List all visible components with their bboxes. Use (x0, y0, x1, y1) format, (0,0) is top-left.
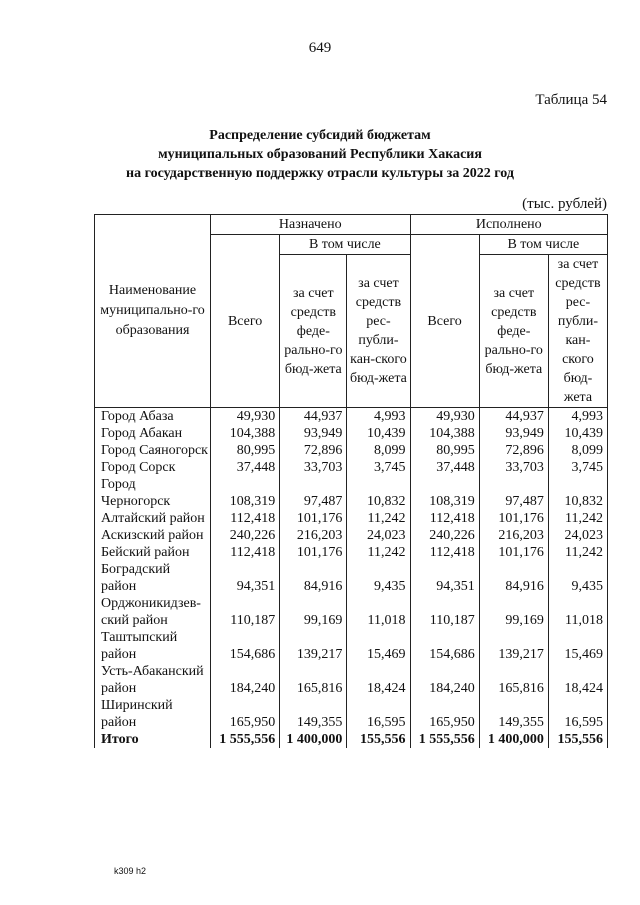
cell-a-total: 49,930 (211, 408, 280, 426)
cell-e-fed: 97,487 (479, 476, 548, 510)
cell-a-fed: 33,703 (280, 459, 347, 476)
cell-e-rep: 9,435 (548, 561, 607, 595)
cell-e-rep: 18,424 (548, 663, 607, 697)
table-row (95, 629, 608, 663)
cell-a-fed: 165,816 (280, 663, 347, 697)
header-executed-total: Всего (410, 235, 479, 408)
header-name-column: Наименование муниципально-го образования (95, 215, 211, 408)
cell-e-rep: 8,099 (548, 442, 607, 459)
subsidy-table (94, 214, 608, 748)
cell-a-total: 94,351 (211, 561, 280, 595)
cell-a-fed: 1 400,000 (280, 731, 347, 748)
title-line-2: муниципальных образований Республики Хакасия (158, 147, 482, 162)
header-executed-republic: за счет средств рес-публи-кан-ского бюд-жета (548, 255, 607, 408)
header-executed-including: В том числе (479, 235, 607, 255)
table-row (95, 527, 608, 544)
cell-e-fed: 93,949 (479, 425, 548, 442)
cell-a-rep: 8,099 (347, 442, 410, 459)
cell-a-fed: 139,217 (280, 629, 347, 663)
cell-e-total: 165,950 (410, 697, 479, 731)
cell-e-fed: 165,816 (479, 663, 548, 697)
municipality-name: Итого (95, 731, 211, 748)
table-row (95, 442, 608, 459)
cell-a-rep: 155,556 (347, 731, 410, 748)
table-header (95, 215, 608, 408)
cell-a-rep: 10,439 (347, 425, 410, 442)
header-assigned-federal: за счет средств феде-рально-го бюд-жета (280, 255, 347, 408)
cell-a-total: 154,686 (211, 629, 280, 663)
cell-e-rep: 11,242 (548, 544, 607, 561)
cell-a-fed: 44,937 (280, 408, 347, 426)
footer-code: k309 h2 (114, 866, 147, 876)
cell-a-total: 104,388 (211, 425, 280, 442)
cell-e-fed: 101,176 (479, 510, 548, 527)
cell-a-total: 80,995 (211, 442, 280, 459)
cell-a-fed: 93,949 (280, 425, 347, 442)
page-number: 649 (308, 40, 332, 56)
cell-a-fed: 101,176 (280, 544, 347, 561)
cell-a-total: 1 555,556 (211, 731, 280, 748)
table-row (95, 408, 608, 426)
cell-e-fed: 33,703 (479, 459, 548, 476)
municipality-name: Город Абакан (95, 425, 211, 442)
cell-a-rep: 15,469 (347, 629, 410, 663)
cell-a-fed: 99,169 (280, 595, 347, 629)
cell-a-total: 165,950 (211, 697, 280, 731)
cell-e-total: 49,930 (410, 408, 479, 426)
cell-a-total: 184,240 (211, 663, 280, 697)
cell-e-total: 240,226 (410, 527, 479, 544)
cell-a-total: 110,187 (211, 595, 280, 629)
cell-e-rep: 10,439 (548, 425, 607, 442)
header-assigned: Назначено (211, 215, 410, 235)
table-body (95, 408, 608, 749)
title-line-3: на государственную поддержку отрасли культуры за 2022 год (126, 166, 514, 181)
table-row (95, 476, 608, 510)
table-row (95, 510, 608, 527)
cell-e-rep: 155,556 (548, 731, 607, 748)
cell-e-fed: 216,203 (479, 527, 548, 544)
municipality-name: Алтайский район (95, 510, 211, 527)
municipality-name: Город Сорск (95, 459, 211, 476)
table-row (95, 561, 608, 595)
cell-e-rep: 11,242 (548, 510, 607, 527)
table-row (95, 459, 608, 476)
table-row (95, 595, 608, 629)
cell-e-rep: 4,993 (548, 408, 607, 426)
cell-a-rep: 9,435 (347, 561, 410, 595)
cell-e-fed: 84,916 (479, 561, 548, 595)
cell-e-total: 112,418 (410, 544, 479, 561)
cell-e-fed: 99,169 (479, 595, 548, 629)
table-label: Таблица 54 (535, 92, 607, 108)
cell-e-total: 104,388 (410, 425, 479, 442)
header-executed: Исполнено (410, 215, 608, 235)
header-assigned-including: В том числе (280, 235, 410, 255)
municipality-name: Боградский район (95, 561, 211, 595)
header-assigned-republic: за счет средств рес-публи-кан-ского бюд-жета (347, 255, 410, 408)
cell-e-fed: 72,896 (479, 442, 548, 459)
municipality-name: Город Абаза (95, 408, 211, 426)
units-label: (тыс. рублей) (522, 196, 607, 212)
cell-e-fed: 1 400,000 (479, 731, 548, 748)
cell-a-rep: 16,595 (347, 697, 410, 731)
cell-a-fed: 97,487 (280, 476, 347, 510)
cell-a-rep: 4,993 (347, 408, 410, 426)
cell-a-rep: 18,424 (347, 663, 410, 697)
table-row (95, 544, 608, 561)
cell-e-total: 108,319 (410, 476, 479, 510)
cell-e-fed: 149,355 (479, 697, 548, 731)
document-title (0, 126, 640, 183)
cell-a-total: 37,448 (211, 459, 280, 476)
cell-e-rep: 11,018 (548, 595, 607, 629)
cell-a-rep: 10,832 (347, 476, 410, 510)
cell-a-total: 240,226 (211, 527, 280, 544)
cell-a-fed: 72,896 (280, 442, 347, 459)
cell-a-total: 112,418 (211, 544, 280, 561)
municipality-name: Город Черногорск (95, 476, 211, 510)
table-row (95, 663, 608, 697)
cell-a-fed: 84,916 (280, 561, 347, 595)
cell-e-total: 184,240 (410, 663, 479, 697)
cell-e-rep: 16,595 (548, 697, 607, 731)
cell-e-fed: 44,937 (479, 408, 548, 426)
total-row (95, 731, 608, 748)
cell-e-total: 110,187 (410, 595, 479, 629)
cell-a-rep: 11,242 (347, 544, 410, 561)
municipality-name: Аскизский район (95, 527, 211, 544)
cell-a-rep: 24,023 (347, 527, 410, 544)
table-row (95, 697, 608, 731)
municipality-name: Орджоникидзев-ский район (95, 595, 211, 629)
cell-e-rep: 3,745 (548, 459, 607, 476)
cell-e-rep: 24,023 (548, 527, 607, 544)
cell-e-total: 112,418 (410, 510, 479, 527)
cell-e-total: 94,351 (410, 561, 479, 595)
cell-a-total: 112,418 (211, 510, 280, 527)
header-executed-federal: за счет средств феде-рально-го бюд-жета (479, 255, 548, 408)
cell-a-rep: 3,745 (347, 459, 410, 476)
table-row (95, 425, 608, 442)
cell-e-total: 37,448 (410, 459, 479, 476)
cell-e-rep: 10,832 (548, 476, 607, 510)
title-line-1: Распределение субсидий бюджетам (209, 128, 431, 143)
cell-a-fed: 149,355 (280, 697, 347, 731)
municipality-name: Ширинский район (95, 697, 211, 731)
cell-a-fed: 101,176 (280, 510, 347, 527)
cell-a-total: 108,319 (211, 476, 280, 510)
cell-a-rep: 11,242 (347, 510, 410, 527)
cell-e-total: 80,995 (410, 442, 479, 459)
cell-e-rep: 15,469 (548, 629, 607, 663)
cell-a-rep: 11,018 (347, 595, 410, 629)
cell-e-total: 154,686 (410, 629, 479, 663)
municipality-name: Бейский район (95, 544, 211, 561)
cell-e-total: 1 555,556 (410, 731, 479, 748)
cell-e-fed: 139,217 (479, 629, 548, 663)
municipality-name: Усть-Абаканский район (95, 663, 211, 697)
header-assigned-total: Всего (211, 235, 280, 408)
cell-e-fed: 101,176 (479, 544, 548, 561)
cell-a-fed: 216,203 (280, 527, 347, 544)
municipality-name: Таштыпский район (95, 629, 211, 663)
municipality-name: Город Саяногорск (95, 442, 211, 459)
